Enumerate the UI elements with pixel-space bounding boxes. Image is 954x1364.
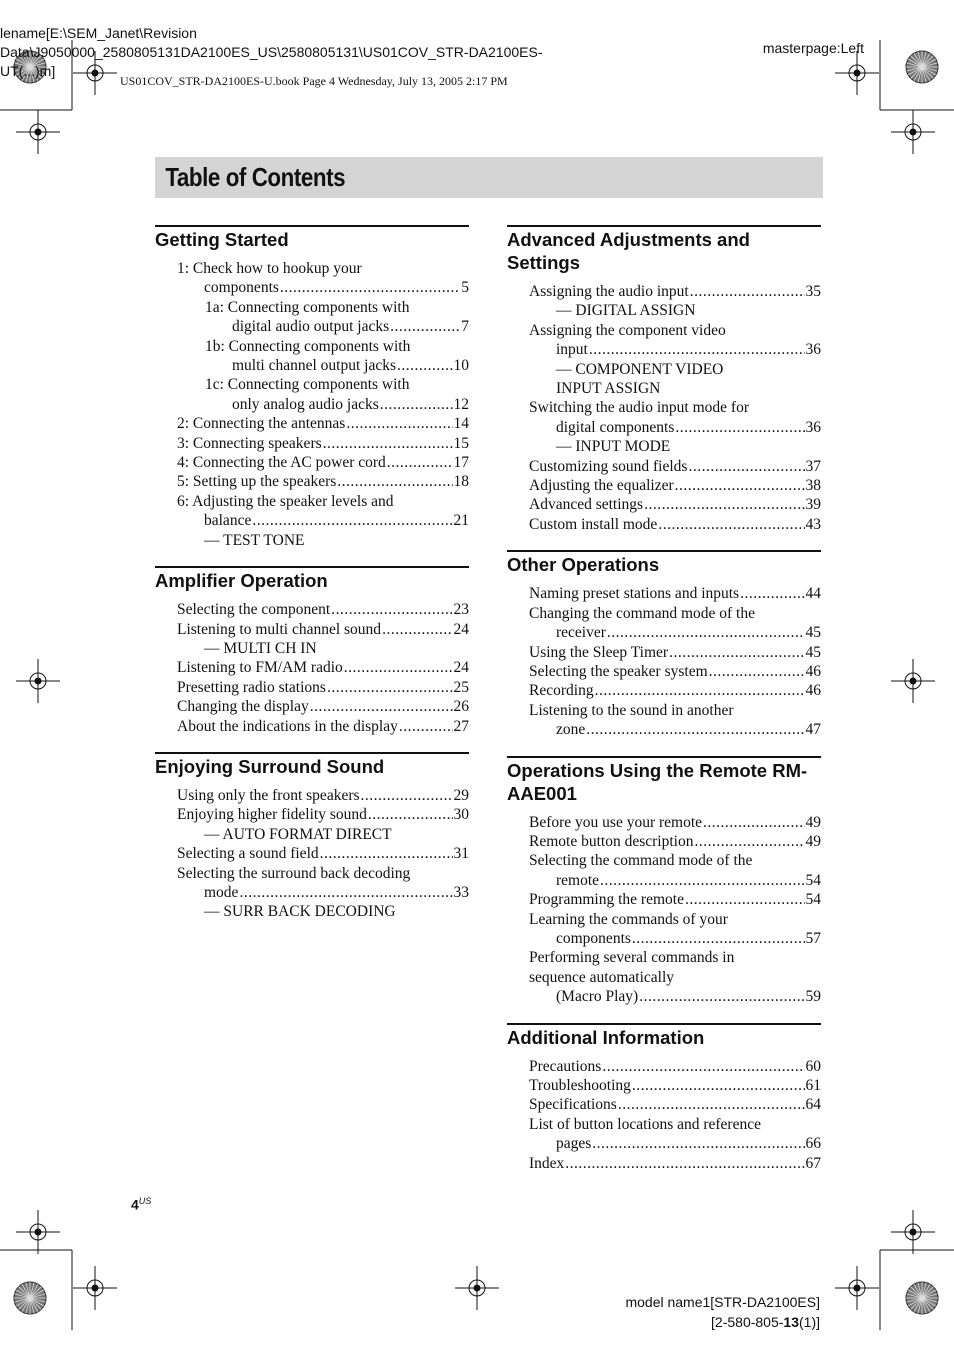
- leader-dots: [331, 600, 452, 619]
- toc-entry[interactable]: [155, 620, 469, 659]
- section-rule: [507, 756, 821, 758]
- entry-text: 1a: Connecting components with: [205, 298, 410, 316]
- entry-text: balance: [204, 512, 252, 530]
- page-ref: 49: [805, 832, 821, 850]
- toc-entry[interactable]: [155, 434, 469, 453]
- leader-dots: [644, 495, 804, 514]
- leader-dots: [589, 340, 805, 359]
- page-ref: 66: [805, 1135, 821, 1153]
- entry-text: Precautions: [529, 1057, 602, 1075]
- toc-entry[interactable]: [507, 813, 821, 832]
- entry-text: Assigning the component video: [529, 321, 726, 339]
- registration-target: [891, 1210, 935, 1254]
- section-title: Getting Started: [155, 229, 289, 250]
- leader-dots: [344, 658, 453, 677]
- registration-target: [16, 659, 60, 703]
- color-rosette: [906, 1282, 938, 1314]
- toc-section: [507, 1023, 821, 1173]
- entry-text: Using only the front speakers: [177, 786, 360, 804]
- entry-text: pages: [556, 1135, 592, 1153]
- entry-text: 5: Setting up the speakers: [177, 473, 337, 491]
- page-ref: 25: [453, 678, 469, 696]
- registration-target: [835, 51, 879, 95]
- leader-dots: [632, 1076, 805, 1095]
- book-info-header: US01COV_STR-DA2100ES-U.book Page 4 Wednesday, July 13, 2005 2:17 PM: [120, 74, 508, 88]
- page-ref: 39: [805, 496, 821, 514]
- title-bar: [155, 157, 823, 198]
- section-rule: [507, 550, 821, 552]
- page-ref: 47: [805, 721, 821, 739]
- entry-text: Adjusting the equalizer: [529, 477, 674, 495]
- file-path-header: lename[E:\SEM_Janet\Revision Data\J9050000_2580805131DA2100ES_US\2580805131\US01COV_STR-DA2100ES- UT(...)m]: [0, 25, 543, 79]
- leader-dots: [639, 987, 804, 1006]
- toc-entry[interactable]: [507, 584, 821, 603]
- entry-text: 6: Adjusting the speaker levels and: [177, 492, 394, 510]
- page-ref: 37: [805, 457, 821, 475]
- toc-entry[interactable]: [155, 492, 469, 550]
- entry-text: Selecting the component: [177, 601, 331, 619]
- toc-entry[interactable]: [155, 864, 469, 922]
- toc-entry[interactable]: [507, 662, 821, 681]
- entry-text: only analog audio jacks: [232, 395, 379, 413]
- page-ref: 60: [805, 1057, 821, 1075]
- entry-text: Changing the display: [177, 698, 309, 716]
- leader-dots: [320, 844, 453, 863]
- entry-text: Listening to the sound in another: [529, 701, 734, 719]
- page-ref: 45: [805, 643, 821, 661]
- entry-text: Selecting the speaker system: [529, 662, 708, 680]
- page-ref: 17: [453, 454, 469, 472]
- toc-entry[interactable]: [155, 786, 469, 805]
- page-title: Table of Contents: [165, 162, 346, 192]
- page-ref: 54: [805, 871, 821, 889]
- entry-text: Learning the commands of your: [529, 910, 728, 928]
- color-rosette: [14, 1282, 46, 1314]
- page-ref: 12: [453, 395, 469, 413]
- entry-text: Selecting the command mode of the: [529, 852, 753, 870]
- entry-text: receiver: [556, 624, 606, 642]
- leader-dots: [399, 717, 453, 736]
- entry-text: zone: [556, 721, 586, 739]
- toc-right-column: [507, 225, 821, 1189]
- entry-text: 3: Connecting speakers: [177, 434, 322, 452]
- page-ref: 38: [805, 477, 821, 495]
- section-rule: [155, 225, 469, 227]
- entry-text: Performing several commands in: [529, 949, 735, 967]
- toc-section: [155, 752, 469, 922]
- entry-text: Customizing sound fields: [529, 457, 688, 475]
- leader-dots: [690, 282, 805, 301]
- leader-dots: [397, 356, 452, 375]
- color-rosette: [906, 51, 938, 83]
- page-number: $4^{US}$: [131, 1196, 152, 1213]
- page-ref: 49: [805, 813, 821, 831]
- entry-text: List of button locations and reference: [529, 1115, 761, 1133]
- page-ref: 54: [805, 891, 821, 909]
- page-ref: 64: [805, 1096, 821, 1114]
- entry-subtitle: — MULTI CH IN: [204, 639, 317, 657]
- toc-section: [507, 550, 821, 739]
- entry-text: Assigning the audio input: [529, 283, 689, 300]
- entry-text: sequence automatically: [529, 968, 675, 986]
- toc-entry[interactable]: [155, 259, 469, 298]
- leader-dots: [688, 457, 804, 476]
- entry-text: Recording: [529, 682, 594, 700]
- toc-entry[interactable]: [155, 678, 469, 697]
- toc-entry[interactable]: [507, 604, 821, 643]
- leader-dots: [252, 511, 452, 530]
- entry-text: Programming the remote: [529, 891, 684, 909]
- toc-entry[interactable]: [507, 1095, 821, 1114]
- toc-entry[interactable]: [507, 1154, 821, 1173]
- toc-entry[interactable]: [155, 337, 469, 376]
- entry-text: 1c: Connecting components with: [205, 376, 410, 394]
- entry-text: Advanced settings: [529, 496, 644, 514]
- leader-dots: [337, 472, 452, 491]
- toc-entry[interactable]: [155, 805, 469, 844]
- entry-text: Index: [529, 1154, 565, 1172]
- section-rule: [155, 566, 469, 568]
- entry-text: mode: [204, 883, 239, 901]
- page-ref: 24: [453, 659, 469, 677]
- leader-dots: [703, 813, 804, 832]
- toc-entry[interactable]: [155, 453, 469, 472]
- page-ref: 14: [453, 415, 469, 433]
- page-ref: 59: [805, 988, 821, 1006]
- toc-entry[interactable]: [507, 321, 821, 399]
- page-ref: 10: [453, 357, 469, 375]
- entry-text: Troubleshooting: [529, 1077, 631, 1094]
- toc-entry[interactable]: [155, 844, 469, 863]
- leader-dots: [380, 395, 453, 414]
- leader-dots: [600, 871, 804, 890]
- page-ref: 7: [461, 318, 469, 336]
- toc-entry[interactable]: [507, 495, 821, 514]
- registration-target: [835, 1266, 879, 1310]
- leader-dots: [239, 883, 452, 902]
- leader-dots: [323, 434, 453, 453]
- entry-text: Listening to FM/AM radio: [177, 659, 343, 677]
- toc-section: [155, 566, 469, 736]
- entry-text: Selecting a sound field: [177, 845, 319, 863]
- leader-dots: [694, 832, 804, 851]
- toc-entry[interactable]: [507, 1115, 821, 1154]
- entry-text: Specifications: [529, 1096, 617, 1114]
- entry-text: components: [556, 929, 631, 947]
- page-ref: 21: [453, 512, 469, 530]
- toc-entry[interactable]: [507, 701, 821, 740]
- page-ref: 67: [805, 1154, 821, 1172]
- entry-text: Listening to multi channel sound: [177, 620, 382, 638]
- entry-subtitle: — DIGITAL ASSIGN: [556, 302, 696, 320]
- toc-entry[interactable]: [507, 282, 821, 321]
- page-ref: 57: [805, 929, 821, 947]
- toc-entry[interactable]: [507, 681, 821, 700]
- leader-dots: [565, 1154, 804, 1173]
- page-ref: 46: [805, 662, 821, 680]
- entry-text: Custom install mode: [529, 515, 658, 533]
- leader-dots: [632, 929, 805, 948]
- masterpage-label: masterpage:Left: [762, 40, 864, 56]
- leader-dots: [618, 1095, 805, 1114]
- toc-entry[interactable]: [507, 890, 821, 909]
- leader-dots: [595, 681, 805, 700]
- page-ref: 44: [805, 585, 821, 603]
- page-ref: 33: [453, 883, 469, 901]
- page-ref: 27: [453, 717, 469, 735]
- entry-text: Using the Sleep Timer: [529, 643, 669, 661]
- page-ref: 43: [805, 515, 821, 533]
- page-ref: 45: [805, 624, 821, 642]
- page-ref: 30: [453, 806, 469, 824]
- leader-dots: [675, 418, 804, 437]
- toc-entry[interactable]: [507, 398, 821, 456]
- toc-entry[interactable]: [155, 600, 469, 619]
- registration-target: [16, 1210, 60, 1254]
- leader-dots: [685, 890, 805, 909]
- section-title: Other Operations: [507, 554, 660, 576]
- leader-dots: [675, 476, 805, 495]
- leader-dots: [310, 697, 453, 716]
- entry-text: remote: [556, 871, 600, 889]
- leader-dots: [346, 414, 452, 433]
- section-rule: [155, 752, 469, 754]
- page-ref: 46: [805, 682, 821, 700]
- registration-target: [16, 110, 60, 154]
- entry-subtitle: — COMPONENT VIDEO: [556, 360, 724, 378]
- entry-subtitle: INPUT ASSIGN: [556, 380, 661, 398]
- leader-dots: [361, 786, 453, 805]
- toc-entry[interactable]: [507, 1057, 821, 1076]
- entry-text: digital components: [556, 418, 675, 436]
- page-ref: 24: [453, 620, 469, 638]
- entry-text: Selecting the surround back decoding: [177, 864, 411, 882]
- entry-text: digital audio output jacks: [232, 318, 390, 336]
- toc-entry[interactable]: [507, 515, 821, 534]
- page-ref: 36: [805, 341, 821, 359]
- model-footer: model name1[STR-DA2100ES] [2-580-805-13(1)]: [625, 1294, 820, 1330]
- section-rule: [507, 225, 821, 227]
- registration-target: [891, 110, 935, 154]
- section-title: Operations Using the Remote RM-AAE001: [507, 759, 808, 804]
- page-ref: 26: [453, 698, 469, 716]
- toc-entry[interactable]: [507, 476, 821, 495]
- section-title: Amplifier Operation: [155, 570, 328, 592]
- leader-dots: [658, 515, 804, 534]
- toc-entry[interactable]: [507, 643, 821, 662]
- toc-entry[interactable]: [155, 375, 469, 414]
- toc-entry[interactable]: [507, 1076, 821, 1095]
- toc-section: [507, 756, 821, 1007]
- leader-dots: [669, 643, 804, 662]
- section-title: Advanced Adjustments and Settings: [507, 229, 750, 273]
- registration-target: [455, 1266, 499, 1310]
- toc-entry[interactable]: [155, 717, 469, 736]
- page-ref: 15: [453, 434, 469, 452]
- entry-subtitle: — INPUT MODE: [556, 438, 671, 456]
- entry-text: Naming preset stations and inputs: [529, 585, 740, 603]
- leader-dots: [382, 620, 452, 639]
- entry-text: 1b: Connecting components with: [205, 337, 411, 355]
- leader-dots: [387, 453, 453, 472]
- toc-entry[interactable]: [507, 910, 821, 949]
- leader-dots: [586, 720, 804, 739]
- toc-entry[interactable]: [155, 658, 469, 677]
- leader-dots: [390, 317, 460, 336]
- toc-entry[interactable]: [507, 457, 821, 476]
- page-ref: 35: [805, 283, 821, 300]
- section-title: Additional Information: [507, 1026, 705, 1048]
- entry-text: input: [556, 341, 588, 359]
- entry-text: Remote button description: [529, 832, 694, 850]
- toc-entry[interactable]: [507, 948, 821, 1006]
- entry-text: Changing the command mode of the: [529, 604, 755, 622]
- leader-dots: [280, 278, 460, 297]
- leader-dots: [368, 805, 453, 824]
- toc-section: [507, 225, 821, 534]
- entry-text: Enjoying higher fidelity sound: [177, 806, 367, 824]
- page-ref: 36: [805, 418, 821, 436]
- entry-text: Presetting radio stations: [177, 678, 326, 696]
- page-ref: 61: [805, 1077, 821, 1094]
- entry-text: components: [204, 279, 279, 297]
- leader-dots: [709, 662, 805, 681]
- toc-left-column: [155, 225, 469, 938]
- entry-subtitle: — SURR BACK DECODING: [204, 903, 396, 921]
- leader-dots: [740, 584, 804, 603]
- leader-dots: [327, 678, 453, 697]
- toc-entry[interactable]: [507, 851, 821, 890]
- entry-text: 1: Check how to hookup your: [177, 260, 362, 277]
- page-ref: 18: [453, 473, 469, 491]
- entry-text: 4: Connecting the AC power cord: [177, 454, 386, 472]
- entry-text: multi channel output jacks: [232, 357, 397, 375]
- toc-entry[interactable]: [507, 832, 821, 851]
- page-ref: 29: [453, 786, 469, 804]
- leader-dots: [602, 1057, 804, 1076]
- registration-target: [891, 659, 935, 703]
- entry-subtitle: — AUTO FORMAT DIRECT: [204, 825, 392, 843]
- toc-entry[interactable]: [155, 298, 469, 337]
- page-ref: 31: [453, 845, 469, 863]
- entry-text: Switching the audio input mode for: [529, 399, 749, 417]
- entry-text: Before you use your remote: [529, 813, 703, 831]
- toc-section: [155, 225, 469, 550]
- toc-entry[interactable]: [155, 697, 469, 716]
- leader-dots: [592, 1134, 804, 1153]
- page-ref: 5: [461, 279, 469, 297]
- registration-target: [73, 1266, 117, 1310]
- entry-text: About the indications in the display: [177, 717, 398, 735]
- entry-text: (Macro Play): [556, 988, 639, 1006]
- entry-text: 2: Connecting the antennas: [177, 415, 346, 433]
- page-ref: 23: [453, 601, 469, 619]
- entry-subtitle: — TEST TONE: [204, 531, 305, 549]
- section-title: Enjoying Surround Sound: [155, 755, 385, 777]
- leader-dots: [607, 623, 805, 642]
- toc-entry[interactable]: [155, 472, 469, 491]
- toc-entry[interactable]: [155, 414, 469, 433]
- section-rule: [507, 1023, 821, 1025]
